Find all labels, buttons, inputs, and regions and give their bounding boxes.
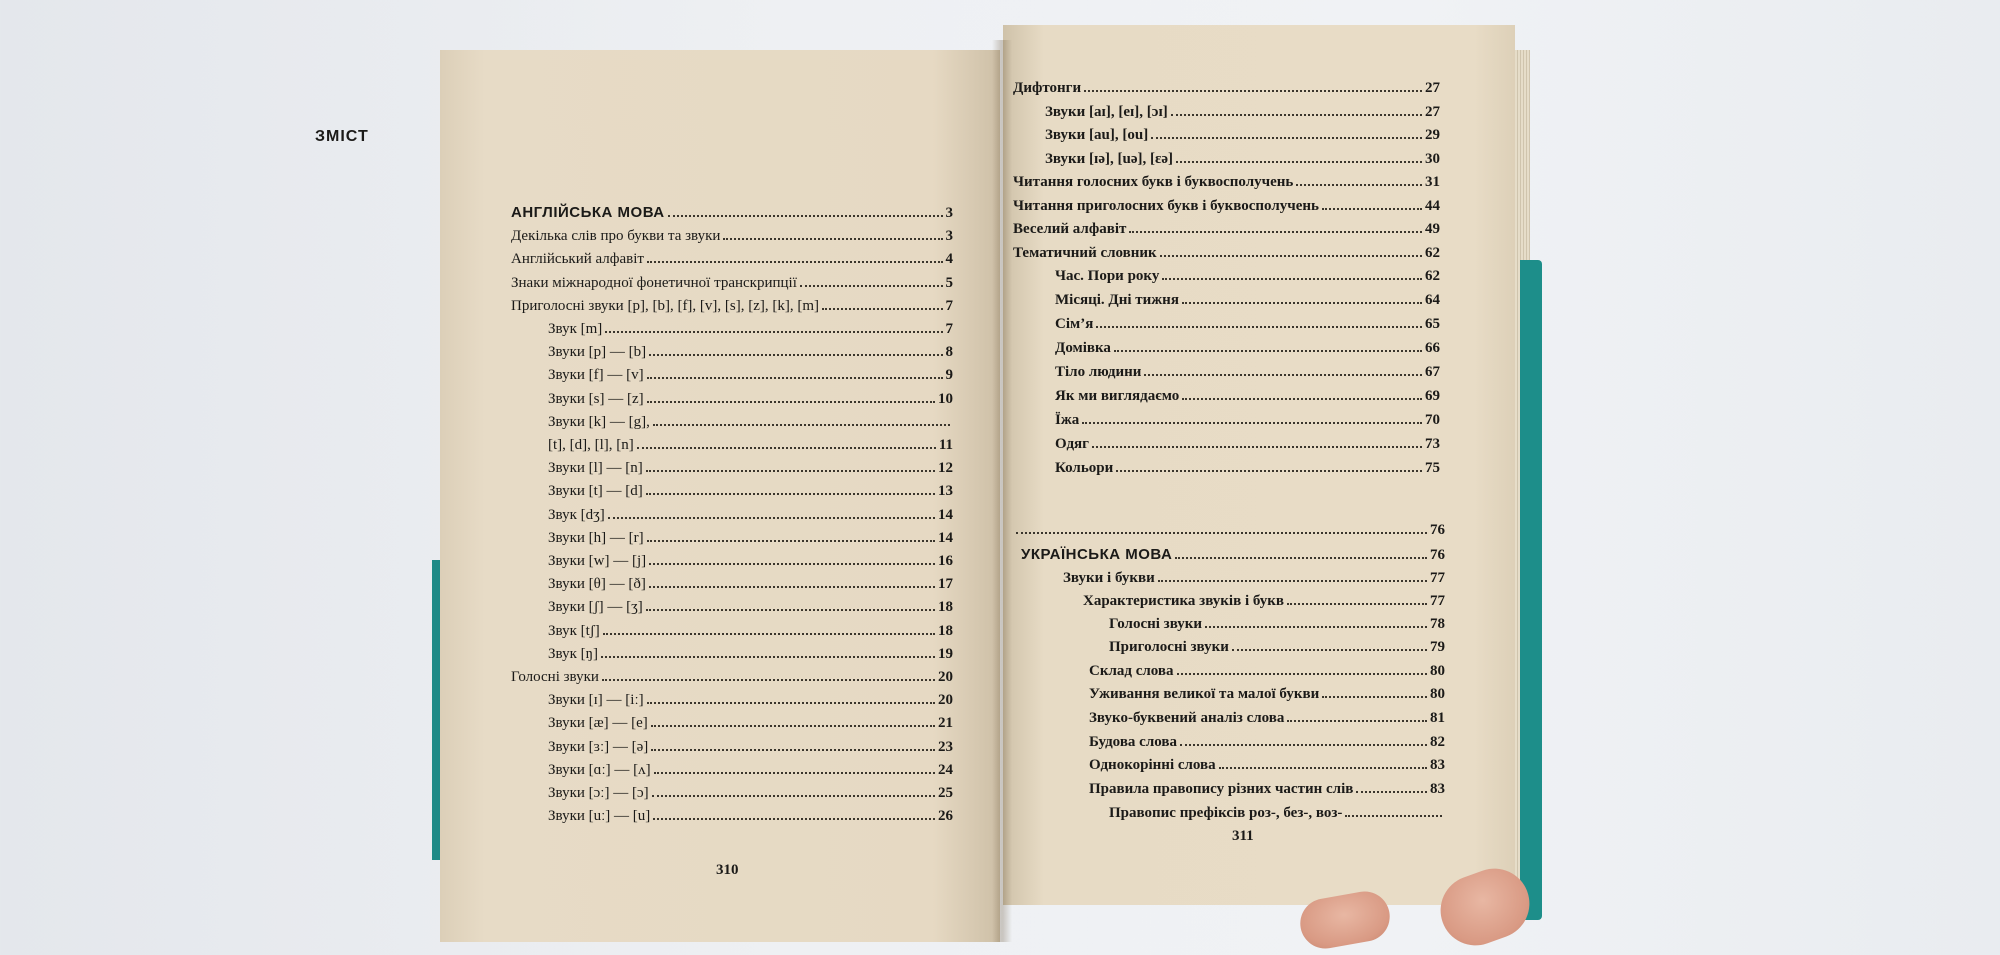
toc-entry-page: 73	[1425, 436, 1440, 452]
toc-entry-label: Як ми виглядаємо	[1055, 388, 1180, 404]
toc-entry	[548, 760, 953, 780]
toc-entry-page: 80	[1430, 663, 1445, 679]
toc-entry-label: Тіло людини	[1055, 364, 1142, 380]
toc-entry	[1055, 314, 1440, 334]
dot-leader	[1180, 744, 1427, 746]
toc-entry-page: 5	[945, 274, 953, 291]
toc-entry	[548, 505, 953, 525]
toc-entry	[1013, 219, 1440, 239]
toc-entry-page: 7	[945, 297, 953, 314]
dot-leader	[647, 702, 935, 704]
dot-leader	[1084, 90, 1422, 92]
toc-entry-page: 18	[938, 599, 953, 616]
toc-entry	[548, 713, 953, 733]
toc-entry-page: 20	[938, 669, 953, 685]
toc-entry-label: Правила правопису різних частин слів	[1089, 781, 1354, 797]
toc-entry-page: 62	[1425, 245, 1440, 261]
toc-title: ЗМІСТ	[315, 128, 369, 145]
toc-entry-page: 13	[938, 483, 953, 500]
toc-entry-page: 16	[938, 553, 953, 569]
toc-entry-page: 4	[945, 251, 953, 268]
dot-leader	[1175, 557, 1427, 559]
toc-entry-label: Читання голосних букв і буквосполучень	[1013, 174, 1294, 190]
toc-entry	[548, 621, 953, 641]
toc-entry	[548, 690, 953, 710]
dot-leader	[1160, 255, 1422, 257]
dot-leader	[1096, 326, 1422, 328]
toc-entry-label: Звуки [θ] — [ð]	[548, 576, 646, 593]
toc-entry-page: 9	[945, 367, 953, 384]
dot-leader	[1232, 649, 1427, 651]
toc-entry-page: 81	[1430, 710, 1445, 726]
toc-entry	[1055, 458, 1440, 478]
dot-leader	[652, 795, 935, 797]
toc-entry-label: Їжа	[1055, 412, 1080, 428]
toc-entry-page: 78	[1430, 616, 1445, 632]
toc-entry	[548, 644, 953, 664]
dot-leader	[1162, 278, 1422, 280]
dot-leader	[602, 679, 935, 681]
toc-entry-page: 62	[1425, 268, 1440, 284]
toc-entry-label: Звуко-буквений аналіз слова	[1089, 710, 1285, 726]
toc-entry-page: 49	[1425, 221, 1440, 237]
dot-leader	[1356, 791, 1427, 793]
toc-entry-label: Звуки [ɪə], [uə], [ɛə]	[1045, 151, 1174, 167]
toc-entry-page: 7	[945, 321, 953, 337]
toc-entry	[1021, 545, 1445, 565]
toc-entry-page: 21	[938, 715, 953, 732]
toc-entry-page: 77	[1430, 570, 1445, 586]
dot-leader	[1296, 184, 1422, 186]
dot-leader	[1205, 626, 1427, 628]
toc-entry	[1055, 290, 1440, 310]
dot-leader	[649, 586, 935, 588]
dot-leader	[649, 354, 942, 356]
dot-leader	[646, 470, 935, 472]
dot-leader	[1171, 114, 1422, 116]
toc-entry-page: 31	[1425, 174, 1440, 190]
toc-entry-label: Звуки [ɪ] — [iː]	[548, 692, 644, 709]
dot-leader	[1144, 374, 1422, 376]
toc-entry	[548, 481, 953, 501]
dot-leader	[653, 424, 950, 426]
dot-leader	[1116, 470, 1422, 472]
toc-entry-page: 64	[1425, 292, 1440, 308]
toc-entry-page: 20	[938, 692, 953, 709]
toc-entry	[548, 342, 953, 362]
toc-entry	[1089, 779, 1445, 799]
toc-entry-label: Тематичний словник	[1013, 245, 1157, 261]
toc-entry	[511, 203, 953, 223]
toc-entry-page: 19	[938, 645, 953, 662]
dot-leader	[1287, 720, 1427, 722]
toc-entry	[548, 389, 953, 409]
toc-entry-page: 11	[938, 437, 953, 453]
toc-entry	[1055, 362, 1440, 382]
dot-leader	[637, 447, 936, 449]
toc-entry	[1045, 125, 1440, 145]
toc-entry-label: Звуки [ɑː] — [ʌ]	[548, 761, 651, 778]
toc-entry-label: Звуки [w] — [j]	[548, 553, 647, 569]
dot-leader	[1219, 767, 1427, 769]
toc-entry	[1089, 684, 1445, 704]
toc-entry	[511, 273, 953, 293]
dot-leader	[1158, 580, 1427, 582]
toc-entry-label: Уживання великої та малої букви	[1089, 686, 1320, 702]
toc-entry-label: Звук [m]	[548, 321, 603, 337]
toc-entry	[1013, 243, 1440, 263]
toc-entry-label: Звуки [s] — [z]	[548, 390, 644, 407]
toc-entry-page: 83	[1430, 757, 1445, 773]
toc-entry	[548, 737, 953, 757]
toc-entry	[1083, 591, 1445, 611]
toc-entry-label: Звуки [au], [ou]	[1045, 127, 1149, 143]
toc-entry-page: 14	[938, 506, 953, 523]
toc-entry	[1045, 102, 1440, 122]
dot-leader	[647, 401, 935, 403]
toc-entry-label: Звук [tʃ]	[548, 622, 600, 639]
toc-entry-label: Склад слова	[1089, 663, 1174, 679]
toc-entry	[1109, 614, 1445, 634]
toc-entry-page: 29	[1425, 127, 1440, 143]
dot-leader	[1114, 350, 1422, 352]
toc-entry-label: Будова слова	[1089, 734, 1177, 750]
dot-leader	[1092, 446, 1422, 448]
toc-entry-label: Звуки [l] — [n]	[548, 460, 643, 477]
toc-entry-label: Характеристика звуків і букв	[1083, 593, 1285, 609]
toc-entry-label: Звук [ŋ]	[548, 645, 599, 662]
toc-entry-page: 44	[1425, 198, 1440, 214]
toc-entry	[1045, 149, 1440, 169]
toc-entry-page: 14	[938, 529, 953, 546]
dot-leader	[1176, 161, 1422, 163]
dot-leader	[1151, 137, 1422, 139]
toc-entry-label: Звуки [p] — [b]	[548, 344, 647, 361]
toc-entry	[511, 296, 953, 316]
toc-entry-label: Звуки [uː] — [u]	[548, 808, 651, 825]
toc-entry	[1013, 172, 1440, 192]
toc-entry	[1055, 434, 1440, 454]
toc-entry-page: 80	[1430, 686, 1445, 702]
toc-entry-page: 70	[1425, 412, 1440, 428]
toc-entry-page: 66	[1425, 340, 1440, 356]
dot-leader	[1345, 815, 1442, 817]
toc-entry-page: 77	[1430, 593, 1445, 609]
toc-entry-page: 18	[938, 622, 953, 639]
toc-entry	[1089, 708, 1445, 728]
dot-leader	[603, 633, 935, 635]
toc-entry	[1109, 637, 1445, 657]
toc-entry-page: 27	[1425, 104, 1440, 120]
toc-entry-page: 76	[1430, 547, 1445, 563]
toc-entry-page: 8	[945, 344, 953, 361]
toc-entry-label: Знаки міжнародної фонетичної транскрипції	[511, 274, 797, 291]
toc-entry-label: АНГЛІЙСЬКА МОВА	[511, 204, 665, 221]
toc-entry-label: Звуки [t] — [d]	[548, 483, 643, 500]
toc-entry-label: Місяці. Дні тижня	[1055, 292, 1179, 308]
dot-leader	[649, 563, 935, 565]
toc-entry-page: 3	[945, 228, 953, 245]
toc-entry-page: 67	[1425, 364, 1440, 380]
toc-entry-label: Звуки [aɪ], [eɪ], [ɔɪ]	[1045, 104, 1168, 120]
dot-leader	[651, 749, 935, 751]
toc-entry-label: Звуки і букви	[1063, 570, 1155, 586]
toc-entry-label: Час. Пори року	[1055, 268, 1160, 284]
toc-entry-label: Домівка	[1055, 340, 1111, 356]
page-number-left: 310	[716, 862, 739, 878]
toc-entry-page: 25	[938, 785, 953, 801]
toc-entry-label: Правопис префіксів роз-, без-, воз-	[1109, 805, 1343, 821]
toc-entry-label: Приголосні звуки	[1109, 639, 1229, 655]
toc-entry-page: 82	[1430, 734, 1445, 750]
dot-leader	[1287, 603, 1427, 605]
dot-leader	[723, 238, 942, 240]
dot-leader	[651, 725, 935, 727]
toc-entry	[548, 458, 953, 478]
toc-entry-label: Англійський алфавіт	[511, 251, 644, 268]
dot-leader	[1129, 231, 1422, 233]
toc-entry-label: Веселий алфавіт	[1013, 221, 1127, 237]
toc-entry-page: 17	[938, 576, 953, 593]
toc-entry	[548, 597, 953, 617]
dot-leader	[800, 285, 943, 287]
toc-entry	[548, 528, 953, 548]
toc-entry-page: 3	[945, 205, 953, 221]
toc-entry-page: 10	[938, 390, 953, 407]
dot-leader	[647, 261, 943, 263]
dot-leader	[1182, 302, 1422, 304]
dot-leader	[608, 517, 935, 519]
dot-leader	[654, 772, 935, 774]
toc-entry	[548, 574, 953, 594]
toc-entry	[548, 365, 953, 385]
toc-entry	[1089, 732, 1445, 752]
toc-entry-page: 12	[938, 460, 953, 477]
page-number-right: 311	[1232, 828, 1254, 844]
toc-entry-page: 76	[1430, 522, 1445, 538]
dot-leader	[822, 308, 942, 310]
toc-entry-label: [t], [d], [l], [n]	[548, 437, 634, 453]
toc-entry-page: 83	[1430, 781, 1445, 797]
toc-entry	[548, 435, 953, 455]
toc-entry	[1109, 803, 1445, 823]
toc-entry	[548, 551, 953, 571]
dot-leader	[647, 377, 943, 379]
toc-entry-label: Голосні звуки	[511, 669, 599, 685]
toc-entry-label: Читання приголосних букв і буквосполучень	[1013, 198, 1319, 214]
dot-leader	[646, 609, 935, 611]
toc-entry	[1055, 338, 1440, 358]
toc-entry	[548, 783, 953, 803]
toc-entry-label: Одяг	[1055, 436, 1089, 452]
toc-entry-label: Голосні звуки	[1109, 616, 1203, 632]
toc-entry-label: Звуки [h] — [r]	[548, 529, 644, 546]
toc-entry-label: Звук [dʒ]	[548, 506, 605, 523]
toc-entry	[1089, 661, 1445, 681]
toc-entry	[548, 412, 953, 432]
toc-entry-label: Звуки [ɜː] — [ə]	[548, 738, 649, 755]
toc-entry-label: Сім’я	[1055, 316, 1094, 332]
dot-leader	[653, 818, 935, 820]
toc-entry	[1013, 520, 1445, 540]
dot-leader	[668, 215, 943, 217]
toc-entry	[1013, 78, 1440, 98]
dot-leader	[1177, 673, 1427, 675]
toc-entry	[1089, 755, 1445, 775]
dot-leader	[1182, 398, 1422, 400]
book-gutter	[992, 40, 1012, 942]
toc-entry-label: Дифтонги	[1013, 80, 1082, 96]
dot-leader	[1322, 696, 1427, 698]
book-cover-right	[1520, 260, 1542, 920]
toc-entry-label: УКРАЇНСЬКА МОВА	[1021, 546, 1173, 563]
toc-entry-page: 30	[1425, 151, 1440, 167]
dot-leader	[1322, 208, 1422, 210]
dot-leader	[646, 493, 935, 495]
toc-entry-page: 27	[1425, 80, 1440, 96]
toc-entry-label: Звуки [æ] — [e]	[548, 715, 648, 732]
toc-entry	[511, 226, 953, 246]
toc-entry-label: Звуки [ɔː] — [ɔ]	[548, 785, 649, 801]
toc-entry	[1063, 568, 1445, 588]
dot-leader	[601, 656, 935, 658]
toc-entry-page: 69	[1425, 388, 1440, 404]
toc-entry	[511, 249, 953, 269]
toc-entry-page: 24	[938, 761, 953, 778]
toc-entry-label: Декілька слів про букви та звуки	[511, 228, 721, 245]
toc-entry	[1013, 196, 1440, 216]
toc-entry	[1055, 410, 1440, 430]
dot-leader	[647, 540, 935, 542]
toc-entry-label: Кольори	[1055, 460, 1114, 476]
toc-entry-page: 75	[1425, 460, 1440, 476]
toc-entry	[548, 806, 953, 826]
dot-leader	[1082, 422, 1422, 424]
toc-entry	[1055, 386, 1440, 406]
toc-entry	[548, 319, 953, 339]
toc-entry-label: Звуки [f] — [v]	[548, 367, 644, 384]
toc-entry-page: 23	[938, 738, 953, 755]
toc-entry	[511, 667, 953, 687]
dot-leader	[1016, 532, 1427, 534]
dot-leader	[605, 331, 942, 333]
toc-entry-label: Однокорінні слова	[1089, 757, 1216, 773]
toc-entry-page: 79	[1430, 639, 1445, 655]
toc-entry-page: 65	[1425, 316, 1440, 332]
toc-entry	[1055, 266, 1440, 286]
toc-entry-label: Звуки [ʃ] — [ʒ]	[548, 599, 643, 616]
toc-entry-label: Приголосні звуки [p], [b], [f], [v], [s], [z], [k], [m]	[511, 297, 820, 314]
toc-entry-page: 26	[938, 808, 953, 825]
toc-entry-label: Звуки [k] — [g],	[548, 413, 650, 430]
